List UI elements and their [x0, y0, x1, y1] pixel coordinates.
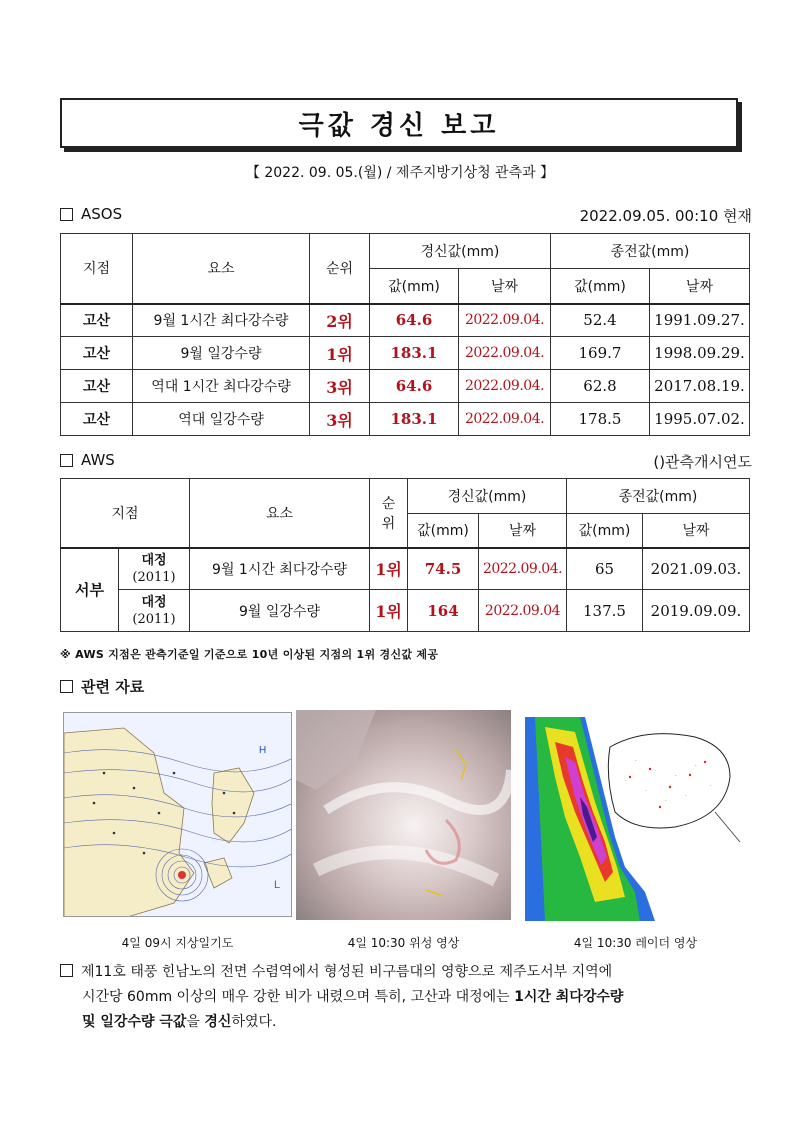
station-cell: 고산 — [61, 370, 133, 403]
svg-text:·: · — [695, 763, 697, 769]
aws-header-station: 지점 — [61, 479, 190, 548]
aws-header-new-value: 값(mm) — [408, 514, 479, 548]
old-date-cell: 2019.09.09. — [643, 590, 750, 632]
asos-header-previous: 종전값(mm) — [551, 234, 750, 269]
station-year: (2011) — [132, 569, 176, 585]
element-cell: 역대 1시간 최다강수량 — [133, 370, 310, 403]
aws-side-note: ()관측개시연도 — [653, 453, 752, 471]
rank-cell: 1위 — [370, 590, 408, 632]
weather-chart-map — [64, 713, 292, 917]
station-name: 대정 — [141, 552, 167, 568]
aws-header-rank-1: 순 — [381, 495, 396, 512]
related-heading-label: 관련 자료 — [81, 678, 145, 696]
station-cell: 고산 — [61, 403, 133, 436]
table-row — [61, 304, 750, 337]
old-value-cell: 178.5 — [551, 403, 650, 436]
summary-text-1: 제11호 태풍 힌남노의 전면 수렴역에서 형성된 비구름대의 영향으로 제주도서부 지역에 — [81, 964, 613, 980]
table-row — [61, 337, 750, 370]
element-cell: 9월 일강수량 — [190, 590, 370, 632]
asos-header-renewed: 경신값(mm) — [370, 234, 551, 269]
aws-heading-label: AWS — [81, 451, 115, 469]
summary-text-4: 하였다. — [231, 1014, 277, 1030]
new-value-cell: 164 — [408, 590, 479, 632]
aws-header-new-date: 날짜 — [479, 514, 567, 548]
new-value-cell: 64.6 — [370, 304, 459, 337]
aws-footnote: ※ AWS 지점은 관측기준일 기준으로 10년 이상된 지점의 1위 경신값 제공 — [60, 648, 439, 661]
old-date-cell: 1998.09.29. — [650, 337, 750, 370]
svg-text:·: · — [655, 768, 657, 774]
rank-cell: 2위 — [310, 304, 370, 337]
table-row — [61, 548, 750, 590]
radar-image — [525, 717, 746, 921]
asos-heading-label: ASOS — [81, 205, 123, 223]
asos-timestamp: 2022.09.05. 00:10 현재 — [579, 207, 752, 225]
asos-header-element: 요소 — [133, 234, 310, 304]
svg-text:·: · — [635, 758, 637, 764]
new-value-cell: 183.1 — [370, 403, 459, 436]
weather-chart-caption: 4일 09시 지상일기도 — [121, 936, 234, 950]
summary-bold-1: 1시간 최다강수량 — [514, 989, 624, 1005]
aws-heading — [60, 451, 115, 469]
satellite-image — [296, 710, 511, 920]
old-value-cell: 62.8 — [551, 370, 650, 403]
old-value-cell: 52.4 — [551, 304, 650, 337]
old-date-cell: 2021.09.03. — [643, 548, 750, 590]
svg-text:H: H — [259, 745, 267, 756]
asos-header-old-value: 값(mm) — [551, 269, 650, 304]
new-date-cell: 2022.09.04. — [459, 304, 551, 337]
rank-cell: 1위 — [370, 548, 408, 590]
asos-header-old-date: 날짜 — [650, 269, 750, 304]
element-cell: 9월 1시간 최다강수량 — [190, 548, 370, 590]
station-cell: 고산 — [61, 304, 133, 337]
summary-line-2 — [60, 985, 750, 1010]
new-date-cell: 2022.09.04. — [459, 337, 551, 370]
station-year: (2011) — [132, 611, 176, 627]
element-cell: 9월 일강수량 — [133, 337, 310, 370]
station-cell — [119, 548, 190, 590]
weather-chart-figure — [63, 712, 292, 917]
aws-header-rank — [370, 479, 408, 548]
svg-text:·: · — [710, 783, 712, 789]
old-value-cell: 137.5 — [567, 590, 643, 632]
aws-header-renewed: 경신값(mm) — [408, 479, 567, 514]
radar-image-caption: 4일 10:30 레이더 영상 — [573, 936, 698, 950]
report-title-box — [60, 98, 738, 148]
station-name: 대정 — [141, 594, 167, 610]
square-bullet-icon — [60, 964, 73, 977]
old-date-cell: 1995.07.02. — [650, 403, 750, 436]
svg-text:·: · — [625, 778, 627, 784]
satellite-image-caption: 4일 10:30 위성 영상 — [347, 936, 460, 950]
old-value-cell: 169.7 — [551, 337, 650, 370]
rank-cell: 3위 — [310, 403, 370, 436]
svg-text:·: · — [665, 798, 667, 804]
asos-header-new-value: 값(mm) — [370, 269, 459, 304]
new-value-cell: 64.6 — [370, 370, 459, 403]
station-cell: 고산 — [61, 337, 133, 370]
svg-text:·: · — [675, 773, 677, 779]
summary-text-3: 을 — [186, 1014, 205, 1030]
asos-header-rank: 순위 — [310, 234, 370, 304]
element-cell: 역대 일강수량 — [133, 403, 310, 436]
aws-header-element: 요소 — [190, 479, 370, 548]
report-subtitle: 【 2022. 09. 05.(월) / 제주지방기상청 관측과 】 — [245, 165, 555, 181]
new-value-cell: 74.5 — [408, 548, 479, 590]
asos-header-new-date: 날짜 — [459, 269, 551, 304]
new-date-cell: 2022.09.04. — [459, 370, 551, 403]
aws-header-old-value: 값(mm) — [567, 514, 643, 548]
summary-bold-2: 및 일강수량 극값 — [82, 1014, 187, 1030]
related-heading — [60, 676, 144, 697]
new-date-cell: 2022.09.04. — [479, 548, 567, 590]
summary-bold-3: 경신 — [204, 1014, 232, 1030]
asos-heading — [60, 205, 122, 223]
table-row — [61, 590, 750, 632]
aws-header-rank-2: 위 — [381, 515, 396, 532]
new-date-cell: 2022.09.04. — [459, 403, 551, 436]
svg-text:L: L — [274, 879, 281, 891]
square-bullet-icon — [60, 454, 73, 467]
svg-text:·: · — [685, 793, 687, 799]
aws-header-previous: 종전값(mm) — [567, 479, 750, 514]
station-cell — [119, 590, 190, 632]
summary-text-2: 시간당 60mm 이상의 매우 강한 비가 내렸으며 특히, 고산과 대정에는 — [82, 989, 515, 1005]
square-bullet-icon — [60, 680, 73, 693]
summary-paragraph — [60, 960, 750, 1035]
asos-header-row — [61, 234, 750, 269]
aws-header-old-date: 날짜 — [643, 514, 750, 548]
asos-table — [60, 233, 750, 436]
svg-text:·: · — [645, 788, 647, 794]
table-row — [61, 370, 750, 403]
new-date-cell: 2022.09.04 — [479, 590, 567, 632]
new-value-cell: 183.1 — [370, 337, 459, 370]
asos-header-station: 지점 — [61, 234, 133, 304]
old-date-cell: 1991.09.27. — [650, 304, 750, 337]
aws-header-row — [61, 479, 750, 514]
report-title: 극값 경신 보고 — [298, 110, 500, 141]
old-value-cell: 65 — [567, 548, 643, 590]
satellite-image-figure — [296, 710, 511, 920]
table-row — [61, 403, 750, 436]
radar-image-figure — [525, 717, 746, 921]
aws-table — [60, 478, 750, 632]
element-cell: 9월 1시간 최다강수량 — [133, 304, 310, 337]
region-cell: 서부 — [61, 548, 119, 632]
old-date-cell: 2017.08.19. — [650, 370, 750, 403]
summary-line-3 — [60, 1010, 750, 1035]
rank-cell: 1위 — [310, 337, 370, 370]
rank-cell: 3위 — [310, 370, 370, 403]
square-bullet-icon — [60, 208, 73, 221]
